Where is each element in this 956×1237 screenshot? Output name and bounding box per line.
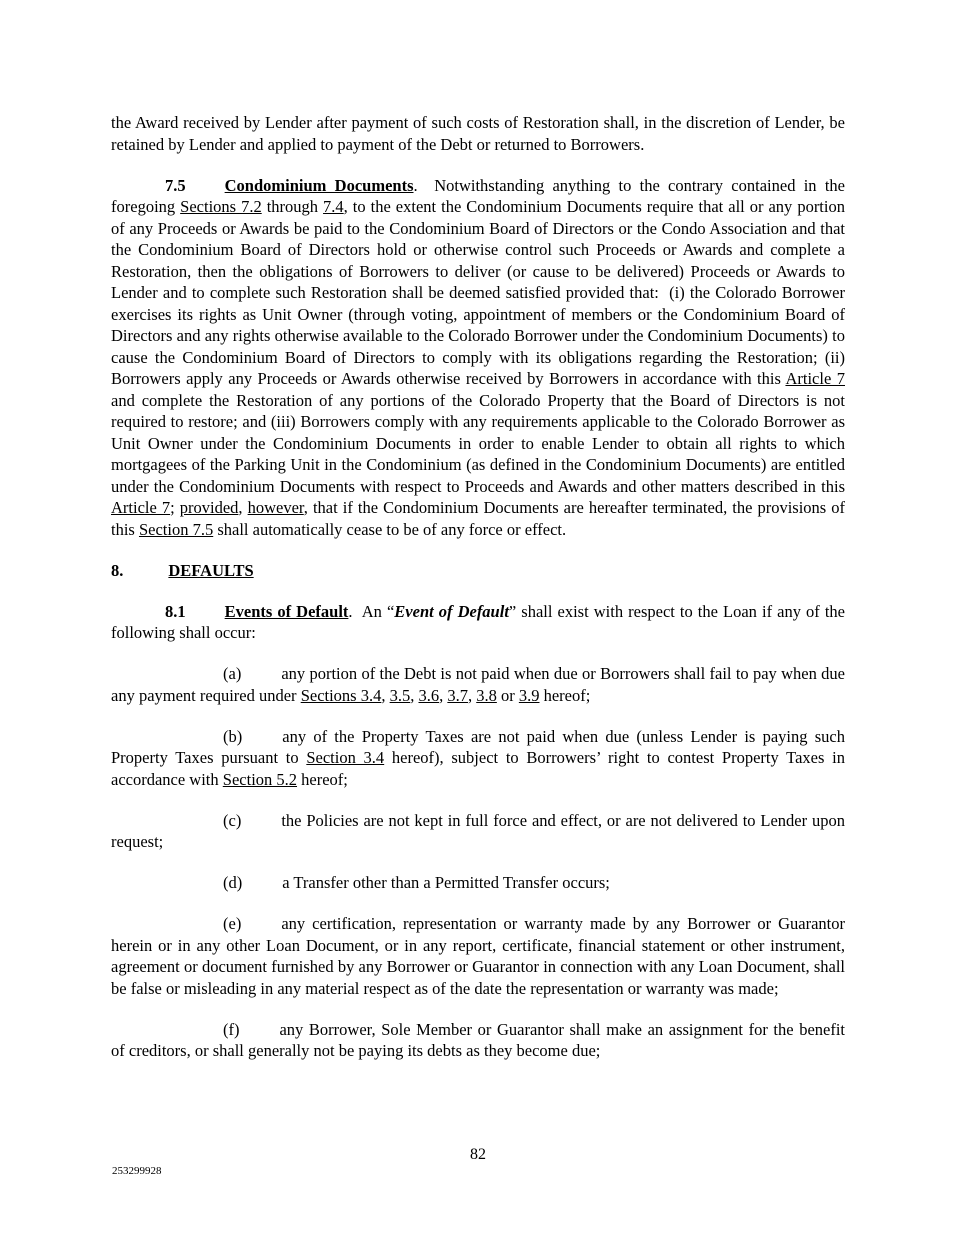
section-8-heading <box>111 560 845 582</box>
text-run: through <box>261 197 324 216</box>
text-run: (f) <box>223 1019 240 1039</box>
tab-spacer <box>241 678 281 679</box>
text-run: . An “ <box>348 601 395 621</box>
text-run: (a) <box>223 664 242 683</box>
underlined-text-run: Sections 7.2 <box>180 197 262 216</box>
tab-spacer <box>242 741 282 742</box>
text-run: a Transfer other than a Permitted Transfer occurs; <box>282 873 610 892</box>
underlined-text-run: Section 7.5 <box>138 519 214 539</box>
continuation-paragraph <box>111 112 845 155</box>
tab-spacer <box>186 190 225 191</box>
text-run: , <box>439 685 448 705</box>
text-run: , that if the Condominium Documents are hereafter terminated, the provisions of this <box>111 498 846 539</box>
clause-f <box>111 1019 845 1062</box>
text-run: ; <box>170 498 180 517</box>
clause-a <box>111 663 845 706</box>
text-run: hereof), subject to Borrowers’ right to contest Property Taxes in accordance with <box>111 748 845 789</box>
tab-spacer <box>186 616 225 617</box>
tab-spacer <box>242 887 282 888</box>
text-run: (e) <box>223 914 242 933</box>
underlined-text-run: 3.9 <box>518 685 540 705</box>
underlined-text-run: DEFAULTS <box>168 560 254 580</box>
document-id-footer: 253299928 <box>112 1165 162 1177</box>
underlined-text-run: Article 7 <box>785 369 845 388</box>
text-run: any portion of the Debt is not paid when due or Borrowers shall fail to pay when due any payment required under <box>111 664 845 705</box>
text-run: , to the extent the Condominium Documents require that all or any portion of any Proceeds or Awards be paid to the Condominium Board of Directors or the Condo Association and that the Condominium Board of Directors hold or otherwise control such Proceeds or Awards and complete a Restoration, then the obligations of Borrowers to deliver (or cause to be delivered) Proceeds or Awards to Lender and to complete such Restoration shall be deemed satisfied provided that: (i) the Colorado Borrower exercises its rights as Unit Owner (through voting, appointment of members or the Condominium Board of Directors and any rights otherwise available to the Colorado Borrower under the Condominium Documents) to cause the Condominium Board of Directors to comply with its obligations regarding the Restoration; (ii) Borrowers apply any Proceeds or Awards otherwise received by Borrowers in accordance with this <box>111 197 845 388</box>
page-number: 82 <box>470 1146 486 1163</box>
text-run: hereof; <box>297 769 348 789</box>
section-7-5-paragraph <box>111 175 845 541</box>
clause-c <box>111 810 845 853</box>
underlined-text-run: however <box>247 498 304 517</box>
underlined-text-run: Article 7 <box>111 498 171 517</box>
underlined-text-run: Section 3.4 <box>306 748 385 767</box>
tab-spacer <box>241 825 281 826</box>
text-run: , <box>467 685 477 705</box>
text-run: , <box>410 685 419 705</box>
text-run: 8. <box>111 560 124 580</box>
text-run: 8.1 <box>165 601 186 621</box>
tab-spacer <box>123 575 168 576</box>
clause-b <box>111 726 845 791</box>
text-run: any Borrower, Sole Member or Guarantor shall make an assignment for the benefit of creditors, or shall generally not be paying its debts as they become due; <box>111 1019 845 1060</box>
tab-spacer <box>241 928 281 929</box>
text-run: or <box>496 685 519 705</box>
underlined-text-run: Sections 3.4 <box>300 685 382 705</box>
text-run: (c) <box>223 810 242 830</box>
text-run: ” shall exist with respect to the Loan if any of the following shall occur: <box>111 601 845 642</box>
underlined-text-run: 3.6 <box>418 685 440 705</box>
underlined-text-run: Events of Default <box>224 601 349 621</box>
text-run: (d) <box>223 873 243 892</box>
text-run: 7.5 <box>165 175 186 195</box>
underlined-text-run: provided <box>179 498 239 517</box>
text-run: , <box>238 498 248 517</box>
text-run: shall automatically cease to be of any force or effect. <box>213 519 567 539</box>
clause-d <box>111 872 845 894</box>
underlined-text-run: 7.4 <box>323 197 344 216</box>
section-8-1-paragraph <box>111 601 845 644</box>
text-run: Event of Default <box>394 601 509 621</box>
clause-e <box>111 913 845 999</box>
text-run: (b) <box>223 726 243 746</box>
text-run: and complete the Restoration of any portions of the Colorado Property that the Board of Directors is not required to restore; and (iii) Borrowers comply with any requirements applicable to the Colorado Borrower as Unit Owner under the Condominium Documents in order to enable Lender to obtain all rights to which mortgagees of the Parking Unit in the Condominium (as defined in the Condominium Documents) are entitled under the Condominium Documents with respect to Proceeds and Awards and other matters described in this <box>111 390 845 496</box>
document-body <box>111 112 845 1081</box>
tab-spacer <box>239 1034 279 1035</box>
underlined-text-run: 3.5 <box>389 685 411 705</box>
underlined-text-run: Condominium Documents <box>224 175 414 195</box>
text-run: , <box>381 685 390 705</box>
text-run: the Policies are not kept in full force and effect, or are not delivered to Lender upon request; <box>111 810 845 851</box>
underlined-text-run: 3.7 <box>447 685 468 705</box>
text-run: hereof; <box>539 685 591 705</box>
text-run: the Award received by Lender after payment of such costs of Restoration shall, in the discretion of Lender, be retained by Lender and applied to payment of the Debt or returned to Borrowers. <box>111 113 845 154</box>
text-run: any of the Property Taxes are not paid when due (unless Lender is paying such Property Taxes pursuant to <box>111 726 845 767</box>
underlined-text-run: Section 5.2 <box>222 769 298 789</box>
text-run: . Notwithstanding anything to the contrary contained in the foregoing <box>111 175 845 216</box>
underlined-text-run: 3.8 <box>476 685 497 705</box>
text-run: any certification, representation or warranty made by any Borrower or Guarantor herein or in any other Loan Document, or in any report, certificate, financial statement or other instrument, agreement or document furnished by any Borrower or Guarantor in connection with any Loan Document, shall be false or misleading in any material respect as of the date the representation or warranty was made; <box>111 914 845 998</box>
